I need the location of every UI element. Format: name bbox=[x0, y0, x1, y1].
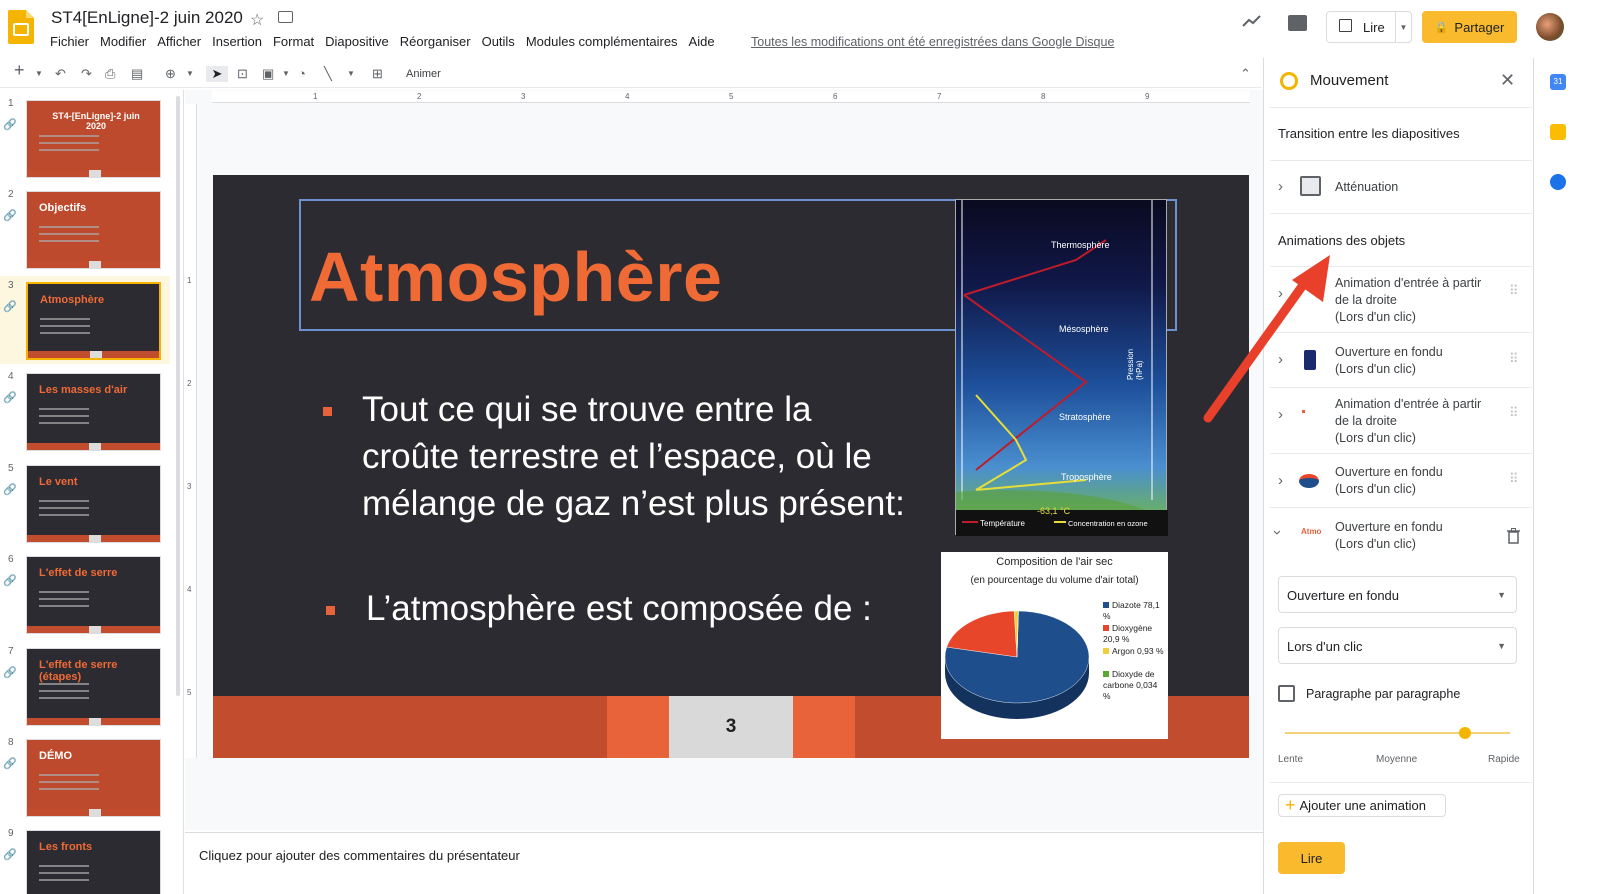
thumbnail-title: DÉMO bbox=[39, 750, 72, 762]
speed-fast-label: Rapide bbox=[1488, 754, 1520, 765]
thumbnail-text-line bbox=[39, 226, 99, 228]
thumbnail-text-line bbox=[39, 591, 89, 593]
thumbnail-text-line bbox=[39, 142, 99, 144]
drag-handle-icon[interactable]: ⠿ bbox=[1509, 471, 1518, 486]
thumbnail-title: Les fronts bbox=[39, 841, 93, 853]
thumbnail-text-line bbox=[39, 408, 89, 410]
menu-diapositive[interactable]: Diapositive bbox=[325, 34, 389, 49]
temperature-value: -63,1 °C bbox=[1037, 506, 1071, 516]
slides-logo-icon[interactable] bbox=[8, 10, 34, 44]
ruler-tick-label: 9 bbox=[1145, 92, 1150, 101]
anim-text: Ouverture en fondu bbox=[1335, 345, 1443, 359]
legend-label: Dioxygène 20,9 % bbox=[1103, 623, 1153, 644]
add-animation-label: Ajouter une animation bbox=[1299, 798, 1426, 813]
anim-text: (Lors d'un clic) bbox=[1335, 431, 1416, 445]
menu-aide[interactable]: Aide bbox=[688, 34, 715, 49]
print-icon[interactable]: ⎙ bbox=[105, 66, 116, 81]
bullet-marker bbox=[323, 407, 332, 416]
thumbnail-text-line bbox=[39, 872, 89, 874]
thumbnail-title: Le vent bbox=[39, 476, 78, 488]
slide-number: 5 bbox=[8, 463, 14, 474]
thumbnail-text-line bbox=[39, 605, 89, 607]
thumbnail-footer bbox=[27, 718, 160, 725]
slide-thumbnail[interactable] bbox=[26, 100, 161, 178]
share-label: Partager bbox=[1454, 19, 1505, 35]
bullet-line: mélange de gaz n’est plus présent: bbox=[362, 484, 905, 523]
calendar-icon[interactable]: 31 bbox=[1550, 74, 1566, 90]
zoom-icon[interactable]: ⊕ bbox=[165, 66, 176, 81]
thumbnail-text-line bbox=[39, 683, 89, 685]
lock-icon: 🔒 bbox=[1434, 21, 1449, 34]
anim-text: Animation d'entrée à partir bbox=[1335, 276, 1482, 290]
legend-label: Dioxyde de carbone 0,034 % bbox=[1103, 669, 1158, 701]
legend-entry bbox=[1103, 646, 1165, 657]
text-box-icon[interactable]: ⊡ bbox=[237, 66, 248, 81]
footer-accent bbox=[793, 696, 855, 758]
ruler-tick-label: 6 bbox=[833, 92, 838, 101]
pie-chart-plot bbox=[941, 592, 1101, 737]
slide-number: 4 bbox=[8, 371, 14, 382]
select-tool-icon[interactable]: ➤ bbox=[206, 66, 228, 82]
animation-link-icon: 🔗 bbox=[3, 301, 17, 313]
anim-text: (Lors d'un clic) bbox=[1335, 310, 1416, 324]
slide[interactable] bbox=[213, 175, 1249, 758]
comment-icon[interactable] bbox=[1288, 15, 1307, 31]
atmosphere-layers-image[interactable] bbox=[955, 199, 1167, 535]
plus-icon: + bbox=[1285, 795, 1296, 815]
layer-label: Stratosphère bbox=[1059, 412, 1111, 422]
thumbnail-footer bbox=[28, 351, 159, 358]
chevron-right-icon[interactable]: › bbox=[1278, 406, 1283, 423]
slide-thumbnail[interactable] bbox=[26, 648, 161, 726]
speed-medium-label: Moyenne bbox=[1376, 754, 1418, 765]
thumbnail-text-line bbox=[40, 318, 90, 320]
slide-thumbnail[interactable] bbox=[26, 830, 161, 894]
animation-item-3[interactable] bbox=[1335, 396, 1481, 447]
ruler-tick-label: 3 bbox=[187, 482, 192, 491]
present-icon bbox=[1339, 19, 1352, 32]
tasks-icon[interactable] bbox=[1550, 174, 1566, 190]
save-status-link[interactable]: Toutes les modifications ont été enregistrées dans Google Disque bbox=[751, 35, 1115, 49]
effect-select[interactable] bbox=[1278, 576, 1517, 613]
menu-outils[interactable]: Outils bbox=[481, 34, 515, 49]
thumbnail-text-line bbox=[39, 149, 99, 151]
objects-header: Animations des objets bbox=[1278, 233, 1406, 248]
slide-number: 6 bbox=[8, 554, 14, 565]
trash-icon[interactable] bbox=[1507, 528, 1520, 544]
thumbnail-title: L'effet de serre bbox=[39, 567, 118, 579]
chevron-right-icon[interactable]: › bbox=[1278, 351, 1283, 368]
menu-insertion[interactable]: Insertion bbox=[212, 34, 262, 49]
chart-title: Composition de l'air sec bbox=[996, 556, 1113, 568]
line-icon[interactable]: ╲ bbox=[324, 66, 332, 81]
slide-number: 7 bbox=[8, 646, 14, 657]
thumbnail-title: ST4-[EnLigne]-2 juin 2020 bbox=[52, 111, 140, 131]
legend-ozone: Concentration en ozone bbox=[1068, 519, 1148, 528]
horizontal-ruler bbox=[212, 91, 1250, 103]
thumbnail-text-line bbox=[39, 500, 89, 502]
close-icon[interactable]: ✕ bbox=[1500, 70, 1516, 90]
slide-thumbnail[interactable] bbox=[26, 191, 161, 269]
legend-entry bbox=[1103, 623, 1165, 645]
slide-page-number: 3 bbox=[669, 696, 793, 758]
layer-label: Troposphère bbox=[1061, 472, 1112, 482]
divider bbox=[1270, 160, 1532, 161]
ruler-tick-label: 8 bbox=[1041, 92, 1046, 101]
drag-handle-icon[interactable]: ⠿ bbox=[1509, 283, 1518, 298]
thumbnail-title: Les masses d'air bbox=[39, 384, 128, 396]
add-animation-button[interactable] bbox=[1278, 794, 1446, 817]
line-dropdown-icon[interactable]: ▼ bbox=[347, 69, 355, 78]
animation-item-4[interactable] bbox=[1335, 464, 1443, 498]
animation-link-icon: 🔗 bbox=[3, 849, 17, 861]
slide-number: 9 bbox=[8, 828, 14, 839]
ruler-tick-label: 1 bbox=[313, 92, 318, 101]
thumbnail-text-line bbox=[39, 697, 89, 699]
transition-label[interactable]: Atténuation bbox=[1335, 180, 1399, 194]
transition-header: Transition entre les diapositives bbox=[1278, 126, 1460, 141]
slide-thumbnail[interactable] bbox=[26, 556, 161, 634]
legend-label: Diazote 78,1 % bbox=[1103, 600, 1160, 621]
red-arrow-annotation bbox=[1190, 250, 1340, 430]
menu-bar bbox=[50, 34, 726, 49]
slide-number: 3 bbox=[8, 280, 14, 291]
thumbnail-title: Atmosphère bbox=[40, 294, 105, 306]
thumbnail-text-line bbox=[39, 507, 89, 509]
animation-link-icon: 🔗 bbox=[3, 392, 17, 404]
play-button[interactable]: Lire bbox=[1278, 842, 1345, 874]
share-button[interactable] bbox=[1422, 11, 1517, 43]
thumbnail-footer bbox=[27, 261, 160, 268]
thumbnail-text-line bbox=[39, 598, 89, 600]
animation-link-icon: 🔗 bbox=[3, 667, 17, 679]
redo-icon[interactable]: ↷ bbox=[81, 66, 92, 81]
menu-fichier[interactable]: Fichier bbox=[50, 34, 90, 49]
menu-afficher[interactable]: Afficher bbox=[157, 34, 202, 49]
thumbnail-text-line bbox=[39, 774, 99, 776]
drag-handle-icon[interactable]: ⠿ bbox=[1509, 405, 1518, 420]
animation-item-1[interactable] bbox=[1335, 275, 1481, 326]
new-slide-dropdown-icon[interactable]: ▼ bbox=[35, 69, 43, 78]
legend-swatch bbox=[1103, 671, 1109, 677]
transition-thumb-icon bbox=[1300, 176, 1321, 196]
thumbnail-title: L'effet de serre (étapes) bbox=[39, 659, 118, 683]
speaker-notes-placeholder[interactable]: Cliquez pour ajouter des commentaires du présentateur bbox=[199, 848, 520, 863]
anim-text: Ouverture en fondu bbox=[1335, 465, 1443, 479]
side-rail bbox=[1533, 58, 1600, 894]
divider bbox=[1270, 782, 1532, 783]
animation-item-2[interactable] bbox=[1335, 344, 1443, 378]
legend-entry bbox=[1103, 600, 1165, 622]
thumbnail-text-line bbox=[39, 415, 89, 417]
toolbar bbox=[0, 58, 1262, 88]
animation-link-icon: 🔗 bbox=[3, 210, 17, 222]
slide-thumbnail[interactable] bbox=[26, 282, 161, 360]
dropdown-arrow-icon: ▼ bbox=[1497, 641, 1506, 651]
ruler-tick-label: 4 bbox=[187, 585, 192, 594]
image-dropdown-icon[interactable]: ▼ bbox=[282, 69, 290, 78]
legend-entry bbox=[1103, 669, 1165, 702]
paint-format-icon[interactable]: ▤ bbox=[131, 66, 144, 81]
divider bbox=[1270, 213, 1532, 214]
thumbnail-text-line bbox=[39, 135, 99, 137]
layer-label: Mésosphère bbox=[1059, 324, 1109, 334]
thumbnail-text-line bbox=[39, 788, 99, 790]
menu-reorganiser[interactable]: Réorganiser bbox=[399, 34, 471, 49]
paragraph-checkbox[interactable] bbox=[1278, 685, 1295, 702]
chevron-right-icon[interactable]: › bbox=[1278, 285, 1283, 302]
menu-modifier[interactable]: Modifier bbox=[100, 34, 147, 49]
ruler-tick-label: 1 bbox=[187, 276, 192, 285]
thumbnail-footer bbox=[27, 626, 160, 633]
thumbnail-text-line bbox=[40, 332, 90, 334]
ruler-tick-label: 3 bbox=[521, 92, 526, 101]
thumbnail-footer bbox=[27, 535, 160, 542]
thumbnail-title: Objectifs bbox=[39, 202, 87, 214]
move-folder-icon[interactable] bbox=[278, 11, 293, 23]
animation-link-icon: 🔗 bbox=[3, 119, 17, 131]
thumbnail-text-line bbox=[39, 233, 99, 235]
ruler-tick-label: 2 bbox=[417, 92, 422, 101]
slide-thumbnail[interactable] bbox=[26, 465, 161, 543]
slide-title[interactable]: Atmosphère bbox=[309, 238, 723, 316]
thumbnail-text-line bbox=[39, 865, 89, 867]
paragraph-label: Paragraphe par paragraphe bbox=[1306, 687, 1461, 701]
chevron-right-icon[interactable]: › bbox=[1278, 178, 1283, 195]
effect-select-value: Ouverture en fondu bbox=[1287, 588, 1400, 603]
legend-swatch bbox=[1103, 602, 1109, 608]
keep-icon[interactable] bbox=[1550, 124, 1566, 140]
image-icon[interactable]: ▣ bbox=[262, 66, 275, 81]
undo-icon[interactable]: ↶ bbox=[55, 66, 66, 81]
comment-add-icon[interactable]: ⊞ bbox=[372, 66, 383, 81]
chevron-right-icon[interactable]: › bbox=[1278, 472, 1283, 489]
thumbnail-footer bbox=[27, 443, 160, 450]
legend-temperature: Température bbox=[980, 519, 1025, 528]
pressure-axis-label: Pression (hPa) bbox=[1126, 348, 1144, 380]
slide-number: 1 bbox=[8, 98, 14, 109]
present-dropdown-icon[interactable]: ▼ bbox=[1395, 12, 1411, 42]
thumbnail-text-line bbox=[39, 422, 89, 424]
thumbnail-text-line bbox=[39, 879, 89, 881]
divider bbox=[1270, 507, 1532, 508]
slide-number: 8 bbox=[8, 737, 14, 748]
legend-label: Argon 0,93 % bbox=[1112, 646, 1164, 656]
ruler-tick-label: 5 bbox=[729, 92, 734, 101]
trigger-select[interactable] bbox=[1278, 627, 1517, 664]
star-icon[interactable]: ☆ bbox=[250, 12, 265, 29]
anim-text: Ouverture en fondu bbox=[1335, 520, 1443, 534]
slide-thumbnail[interactable] bbox=[26, 739, 161, 817]
object-thumb-text: Atmo bbox=[1301, 527, 1322, 536]
animation-link-icon: 🔗 bbox=[3, 575, 17, 587]
animation-item-5[interactable] bbox=[1335, 519, 1443, 553]
collapse-toolbar-icon[interactable]: ⌃ bbox=[1240, 66, 1251, 81]
anim-text: de la droite bbox=[1335, 293, 1397, 307]
trigger-select-value: Lors d'un clic bbox=[1287, 639, 1363, 654]
air-composition-chart[interactable] bbox=[941, 552, 1168, 739]
layer-label: Thermosphère bbox=[1051, 240, 1110, 250]
footer-accent bbox=[607, 696, 669, 758]
panel-title: Mouvement bbox=[1310, 72, 1389, 89]
thumbnail-text-line bbox=[39, 690, 89, 692]
present-label: Lire bbox=[1363, 19, 1385, 35]
vertical-ruler bbox=[185, 104, 197, 758]
anim-text: (Lors d'un clic) bbox=[1335, 362, 1416, 376]
anim-text: Animation d'entrée à partir bbox=[1335, 397, 1482, 411]
object-thumb-icon bbox=[1299, 474, 1319, 488]
animate-button[interactable]: Animer bbox=[406, 68, 441, 80]
speaker-notes-area[interactable] bbox=[185, 832, 1263, 894]
ruler-tick-label: 5 bbox=[187, 688, 192, 697]
thumbnail-text-line bbox=[40, 325, 90, 327]
avatar[interactable] bbox=[1536, 13, 1564, 41]
menu-format[interactable]: Format bbox=[272, 34, 315, 49]
zoom-dropdown-icon[interactable]: ▼ bbox=[186, 69, 194, 78]
chart-subtitle: (en pourcentage du volume d'air total) bbox=[970, 575, 1139, 586]
ruler-tick-label: 2 bbox=[187, 379, 192, 388]
legend-swatch bbox=[1103, 648, 1109, 654]
drag-handle-icon[interactable]: ⠿ bbox=[1509, 351, 1518, 366]
motion-icon bbox=[1280, 72, 1298, 90]
anim-text: de la droite bbox=[1335, 414, 1397, 428]
slide-thumbnail[interactable] bbox=[26, 373, 161, 451]
thumbnail-footer bbox=[27, 809, 160, 816]
slide-number: 2 bbox=[8, 189, 14, 200]
ruler-tick-label: 7 bbox=[937, 92, 942, 101]
anim-text: (Lors d'un clic) bbox=[1335, 537, 1416, 551]
dropdown-arrow-icon: ▼ bbox=[1497, 590, 1506, 600]
filmstrip-scrollbar[interactable] bbox=[176, 96, 180, 696]
speed-slider-knob[interactable] bbox=[1459, 727, 1471, 739]
bullet-text-1[interactable] bbox=[362, 386, 905, 527]
animation-link-icon: 🔗 bbox=[3, 484, 17, 496]
menu-modules[interactable]: Modules complémentaires bbox=[525, 34, 678, 49]
divider bbox=[1270, 107, 1532, 108]
bullet-marker bbox=[326, 606, 335, 615]
animation-link-icon: 🔗 bbox=[3, 758, 17, 770]
speed-slow-label: Lente bbox=[1278, 754, 1304, 765]
legend-swatch bbox=[1103, 625, 1109, 631]
chevron-down-icon[interactable]: › bbox=[1269, 530, 1286, 535]
shape-icon[interactable]: ◔ bbox=[298, 66, 306, 81]
new-slide-icon[interactable]: + bbox=[14, 60, 25, 80]
document-title[interactable]: ST4[EnLigne]-2 juin 2020 bbox=[51, 8, 243, 27]
anim-text: (Lors d'un clic) bbox=[1335, 482, 1416, 496]
thumbnail-text-line bbox=[39, 240, 99, 242]
divider bbox=[1270, 453, 1532, 454]
thumbnail-text-line bbox=[39, 514, 89, 516]
speed-slider-track[interactable] bbox=[1285, 732, 1510, 734]
activity-trend-icon[interactable] bbox=[1242, 14, 1262, 28]
bullet-line: croûte terrestre et l’espace, où le bbox=[362, 437, 872, 476]
thumbnail-footer bbox=[27, 170, 160, 177]
bullet-text-2[interactable]: L’atmosphère est composée de : bbox=[366, 589, 872, 628]
bullet-line: Tout ce qui se trouve entre la bbox=[362, 390, 812, 429]
thumbnail-text-line bbox=[39, 781, 99, 783]
ruler-tick-label: 4 bbox=[625, 92, 630, 101]
